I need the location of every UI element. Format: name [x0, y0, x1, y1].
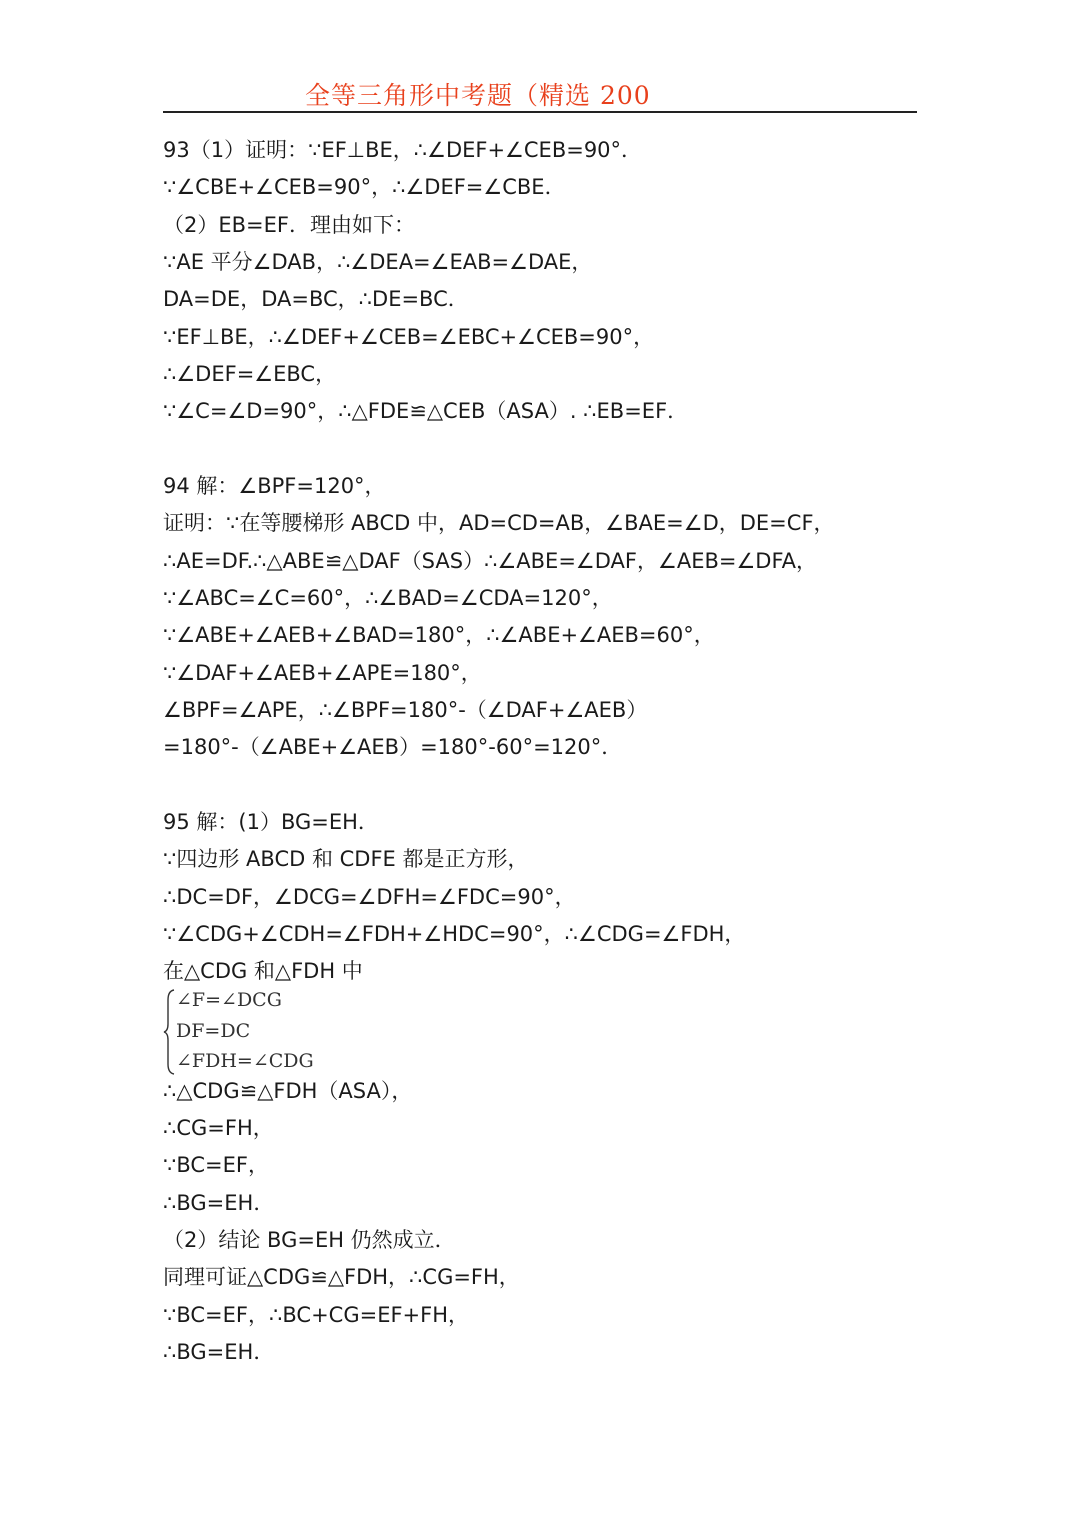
text-line: ∵∠DAF+∠AEB+∠APE=180°， [163, 661, 482, 685]
text-line: ∵∠CDG+∠CDH=∠FDH+∠HDC=90°，∴∠CDG=∠FDH， [163, 922, 746, 946]
title-divider [163, 111, 917, 113]
text-line: 93（1）证明：∵EF⊥BE，∴∠DEF+∠CEB=90°． [163, 138, 643, 162]
text-line: ∵∠ABE+∠AEB+∠BAD=180°，∴∠ABE+∠AEB=60°， [163, 623, 715, 647]
text-line: ∵∠C=∠D=90°，∴△FDE≌△CEB（ASA）. ∴EB=EF． [163, 399, 689, 423]
text-line: （2）结论 BG=EH 仍然成立． [163, 1228, 456, 1252]
left-brace-icon [163, 988, 177, 1076]
text-line: ∴BG=EH． [163, 1191, 275, 1215]
text-line: ∵EF⊥BE，∴∠DEF+∠CEB=∠EBC+∠CEB=90°， [163, 325, 655, 349]
text-line: 同理可证△CDG≌△FDH，∴CG=FH， [163, 1265, 520, 1289]
page-title: 全等三角形中考题（精选 200 [305, 81, 651, 110]
text-line: 94 解：∠BPF=120°， [163, 474, 386, 498]
text-line: ∴∠DEF=∠EBC， [163, 362, 337, 386]
text-line: ∴CG=FH， [163, 1116, 274, 1140]
text-line: ∵∠CBE+∠CEB=90°，∴∠DEF=∠CBE． [163, 175, 566, 199]
text-line: 95 解：(1）BG=EH． [163, 810, 379, 834]
text-line: ∵∠ABC=∠C=60°，∴∠BAD=∠CDA=120°， [163, 586, 613, 610]
text-line: ∴△CDG≌△FDH（ASA）， [163, 1079, 413, 1103]
text-line: ∵AE 平分∠DAB，∴∠DEA=∠EAB=∠DAE， [163, 250, 593, 274]
text-line: ∴DC=DF，∠DCG=∠DFH=∠FDC=90°， [163, 885, 576, 909]
text-line: ∵BC=EF， [163, 1153, 270, 1177]
text-line: ∵四边形 ABCD 和 CDFE 都是正方形， [163, 847, 529, 871]
text-line: =180°-（∠ABE+∠AEB）=180°-60°=120°． [163, 735, 623, 759]
equation-system [163, 988, 323, 1076]
text-line: ∴AE=DF.∴△ABE≌△DAF（SAS）∴∠ABE=∠DAF，∠AEB=∠DFA， [163, 549, 817, 573]
text-line: 在△CDG 和△FDH 中 [163, 959, 363, 983]
text-line: ∴BG=EH． [163, 1340, 275, 1364]
text-line: （2）EB=EF．理由如下： [163, 213, 415, 237]
text-line: ∠BPF=∠APE，∴∠BPF=180°-（∠DAF+∠AEB） [163, 698, 648, 722]
system-condition: ∠FDH=∠CDG [176, 1050, 314, 1072]
text-line: 证明：∵在等腰梯形 ABCD 中，AD=CD=AB，∠BAE=∠D，DE=CF， [163, 511, 835, 535]
text-line: ∵BC=EF，∴BC+CG=EF+FH， [163, 1303, 470, 1327]
system-condition: ∠F=∠DCG [176, 989, 282, 1011]
text-line: DA=DE，DA=BC，∴DE=BC． [163, 287, 469, 311]
system-condition: DF=DC [176, 1020, 251, 1042]
